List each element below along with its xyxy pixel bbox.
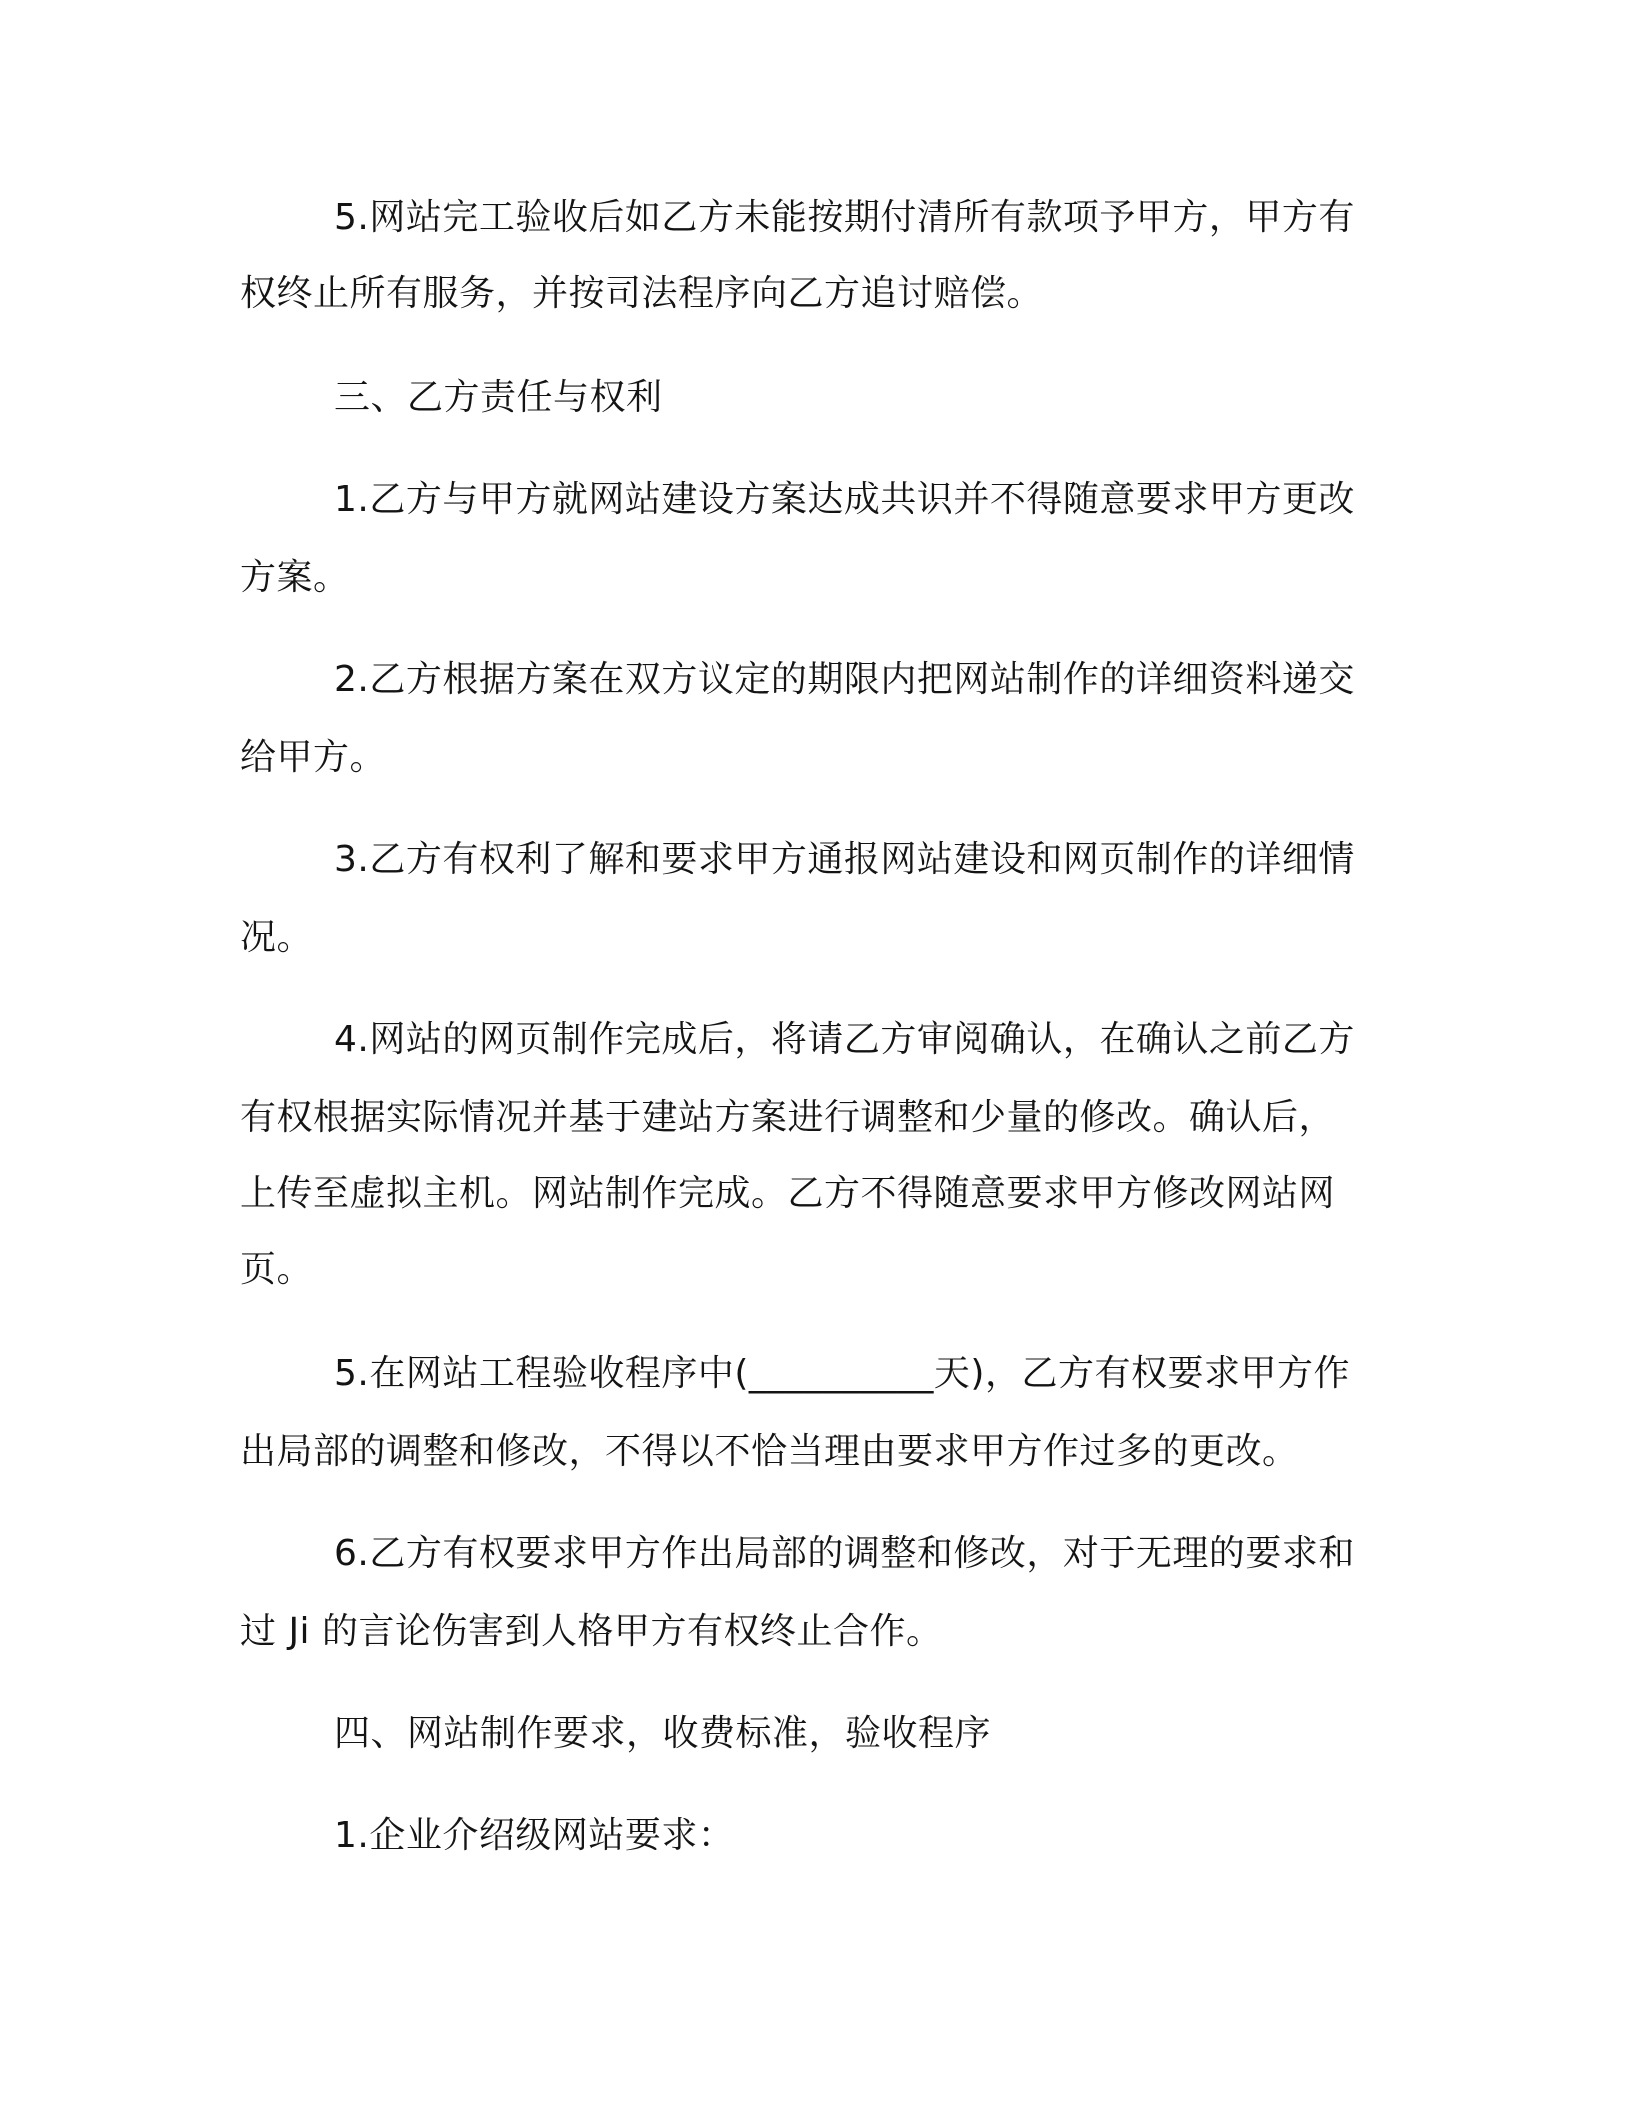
paragraph-line: 6.乙方有权要求甲方作出局部的调整和修改，对于无理的要求和 — [334, 1533, 1355, 1574]
paragraph-line: 方案。 — [240, 557, 350, 598]
paragraph-line: 5.网站完工验收后如乙方未能按期付清所有款项予甲方，甲方有 — [334, 197, 1355, 238]
paragraph-line: 况。 — [240, 917, 314, 958]
paragraph-line: 1.企业介绍级网站要求： — [334, 1815, 735, 1856]
section-heading: 四、网站制作要求，收费标准，验收程序 — [334, 1713, 992, 1754]
paragraph-line: 上传至虚拟主机。网站制作完成。乙方不得随意要求甲方修改网站网 — [240, 1173, 1336, 1214]
paragraph-line: 页。 — [240, 1249, 314, 1290]
paragraph-line: 权终止所有服务，并按司法程序向乙方追讨赔偿。 — [240, 273, 1044, 314]
paragraph-line: 5.在网站工程验收程序中(__________天)，乙方有权要求甲方作 — [334, 1353, 1350, 1394]
paragraph-line: 3.乙方有权利了解和要求甲方通报网站建设和网页制作的详细情 — [334, 839, 1355, 880]
paragraph-line: 2.乙方根据方案在双方议定的期限内把网站制作的详细资料递交 — [334, 659, 1355, 700]
paragraph-line: 有权根据实际情况并基于建站方案进行调整和少量的修改。确认后， — [240, 1097, 1336, 1138]
paragraph-line: 出局部的调整和修改，不得以不恰当理由要求甲方作过多的更改。 — [240, 1431, 1299, 1472]
paragraph-line: 给甲方。 — [240, 737, 387, 778]
paragraph-line: 过 Ji 的言论伤害到人格甲方有权终止合作。 — [240, 1611, 943, 1652]
section-heading: 三、乙方责任与权利 — [334, 377, 663, 418]
paragraph-line: 4.网站的网页制作完成后，将请乙方审阅确认，在确认之前乙方 — [334, 1019, 1355, 1060]
paragraph-line: 1.乙方与甲方就网站建设方案达成共识并不得随意要求甲方更改 — [334, 479, 1355, 520]
